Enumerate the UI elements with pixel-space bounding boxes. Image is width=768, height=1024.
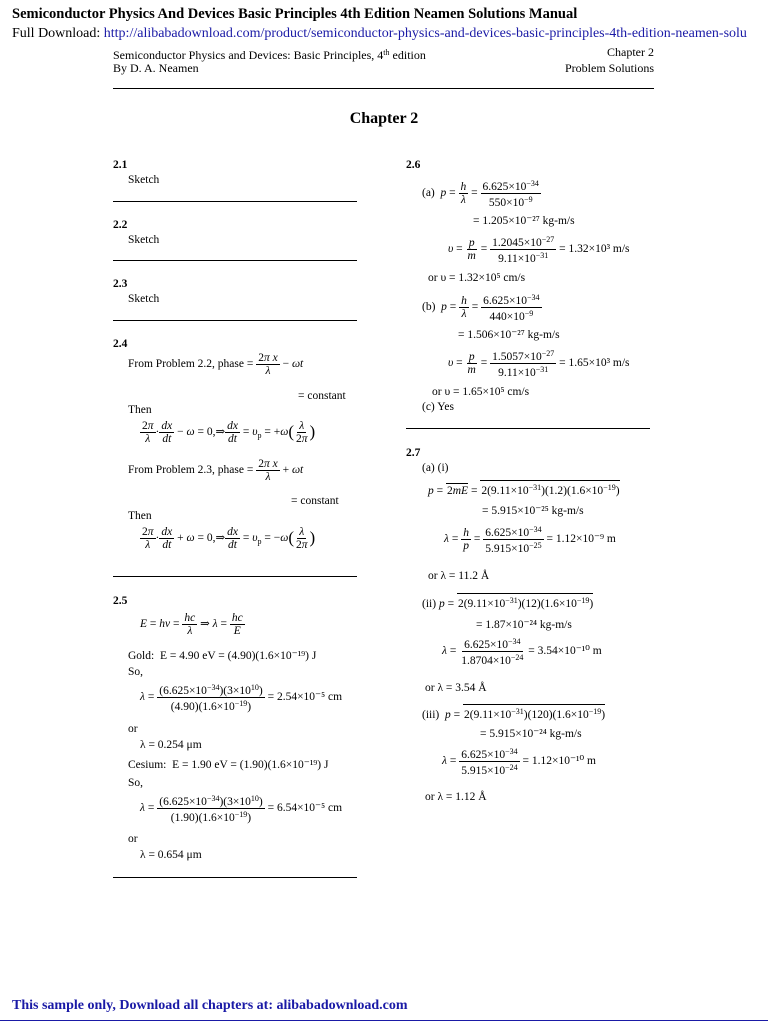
header-section: Problem Solutions — [564, 61, 654, 75]
problem-text: Sketch — [128, 234, 160, 246]
cesium-wavelength: λ = $\frac{(6.625\times 10^{-34})(3\times 10^{10})}{(1.90)(1.6\times 10^{-19})}$ = 6.54×10⁻⁵ cm — [140, 794, 343, 824]
momentum-iii: (iii) $p = 2(9.11\times 10^{-31})(120)(1.6\times 10^{-19})$ — [422, 704, 605, 722]
wavelength-iii-angstrom: or λ = 1.12 Å — [425, 791, 487, 803]
problem-number: 2.7 — [406, 447, 421, 459]
download-line — [12, 26, 747, 42]
problem-text: Sketch — [128, 174, 160, 186]
wavelength-i-angstrom: or λ = 11.2 Å — [428, 570, 490, 582]
wavelength-i: λ = $\frac{h}{p}$ = $\frac{6.625\times 10^{-34}}{5.915\times 10^{-25}}$ = 1.12×10⁻⁹ m — [444, 525, 616, 555]
gold-wavelength: λ = $\frac{(6.625\times 10^{-34})(3\times 10^{10})}{(4.90)(1.6\times 10^{-19})}$ = 2.54×10⁻⁵ cm — [140, 683, 343, 713]
gold-result: λ = 0.254 μm — [140, 739, 202, 751]
divider — [406, 428, 650, 429]
part-a-i: (a) (i) — [422, 462, 449, 474]
divider — [113, 877, 357, 878]
download-label: Full Download: — [12, 26, 101, 41]
velocity-b: υ = $\frac{p}{m}$ = $\frac{1.5057\times 10^{-27}}{9.11\times 10^{-31}}$ = 1.65×10³ m/s — [448, 349, 630, 379]
divider — [113, 260, 357, 261]
then-label: Then — [128, 404, 152, 416]
wavelength-ii-angstrom: or λ = 3.54 Å — [425, 682, 487, 694]
part-c: (c) Yes — [422, 401, 454, 413]
wavelength-ii: λ = $\frac{6.625\times 10^{-34}}{1.8704\times 10^{-24}}$ = 3.54×10⁻¹⁰ m — [442, 637, 602, 667]
then-label: Then — [128, 510, 152, 522]
so-label: So, — [128, 666, 144, 678]
cesium-result: λ = 0.654 μm — [140, 849, 202, 861]
momentum-b: (b) p = $\frac{h}{\lambda}$ = $\frac{6.625\times 10^{-34}}{440\times 10^{-9}}$ — [422, 293, 540, 323]
momentum-ii-result: = 1.87×10⁻²⁴ kg-m/s — [476, 619, 572, 631]
velocity-b-cms: or υ = 1.65×10⁵ cm/s — [432, 386, 530, 398]
momentum-i-result: = 5.915×10⁻²⁵ kg-m/s — [482, 505, 584, 517]
divider — [113, 576, 357, 577]
book-title: Semiconductor Physics and Devices: Basic Principles, 4th edition — [113, 48, 426, 62]
constant-label: = constant — [298, 390, 346, 402]
velocity-a-cms: or υ = 1.32×10⁵ cm/s — [428, 272, 526, 284]
momentum-b-result: = 1.506×10⁻²⁷ kg-m/s — [458, 329, 560, 341]
momentum-iii-result: = 5.915×10⁻²⁴ kg-m/s — [480, 728, 582, 740]
cesium-energy: Cesium: E = 1.90 eV = (1.90)(1.6×10⁻¹⁹) J — [128, 759, 329, 771]
phase-equation-2: From Problem 2.3, phase = $\frac{\text{2π x}}{\lambda}$ + ωt — [128, 458, 304, 483]
gold-energy: Gold: E = 4.90 eV = (4.90)(1.6×10⁻¹⁹) J — [128, 650, 317, 662]
phase-equation-1: From Problem 2.2, phase = $\frac{\text{2π x}}{\lambda}$ − ωt — [128, 352, 304, 377]
problem-number: 2.6 — [406, 159, 421, 171]
or-label: or — [128, 833, 138, 845]
author: By D. A. Neamen — [113, 61, 199, 75]
problem-number: 2.3 — [113, 278, 128, 290]
velocity-equation-2: $\frac{2\pi}{\lambda}$ · $\frac{dx}{dt}$ + ω = 0,⇒ $\frac{dx}{dt}$ = $\upsilon_p = -\omega$( $\frac{\lambda}{2\pi}$ ) — [142, 526, 316, 551]
momentum-i: $p = 2mE = 2(9.11\times 10^{-31})(1.2)(1.6\times 10^{-19})$ — [428, 480, 620, 498]
so-label: So, — [128, 777, 144, 789]
problem-number: 2.2 — [113, 219, 128, 231]
velocity-a: υ = $\frac{p}{m}$ = $\frac{1.2045\times 10^{-27}}{9.11\times 10^{-31}}$ = 1.32×10³ m/s — [448, 235, 630, 265]
momentum-ii: (ii) $p = 2(9.11\times 10^{-31})(12)(1.6\times 10^{-19})$ — [422, 593, 593, 611]
energy-equation: E = hν = $\frac{hc}{\lambda}$ ⇒ λ = $\frac{hc}{E}$ — [140, 612, 243, 637]
momentum-a: (a) p = $\frac{h}{\lambda}$ = $\frac{6.625\times 10^{-34}}{550\times 10^{-9}}$ — [422, 179, 539, 209]
banner-title: Semiconductor Physics And Devices Basic Principles 4th Edition Neamen Solutions Manual — [12, 6, 578, 22]
problem-number: 2.1 — [113, 159, 128, 171]
problem-text: Sketch — [128, 293, 160, 305]
problem-number: 2.5 — [113, 595, 128, 607]
divider — [113, 320, 357, 321]
or-label: or — [128, 723, 138, 735]
velocity-equation-1: $\frac{2\pi}{\lambda}$ · $\frac{dx}{dt}$ − ω = 0,⇒ $\frac{dx}{dt}$ = $\upsilon_p = +\omega$( $\frac{\lambda}{2\pi}$ ) — [142, 420, 316, 445]
wavelength-iii: λ = $\frac{6.625\times 10^{-34}}{5.915\times 10^{-24}}$ = 1.12×10⁻¹⁰ m — [442, 747, 596, 777]
header-chapter: Chapter 2 — [607, 45, 654, 59]
chapter-title: Chapter 2 — [349, 110, 419, 127]
header-rule — [113, 88, 654, 89]
momentum-a-result: = 1.205×10⁻²⁷ kg-m/s — [473, 215, 575, 227]
divider — [113, 201, 357, 202]
download-link[interactable]: http://alibabadownload.com/product/semiconductor-physics-and-devices-basic-principles-4th-edition-neamen-solu — [103, 26, 747, 41]
footer-download-note: This sample only, Download all chapters at: alibabadownload.com — [12, 998, 408, 1013]
footer-rule — [0, 1020, 768, 1021]
constant-label: = constant — [291, 495, 339, 507]
problem-number: 2.4 — [113, 338, 128, 350]
